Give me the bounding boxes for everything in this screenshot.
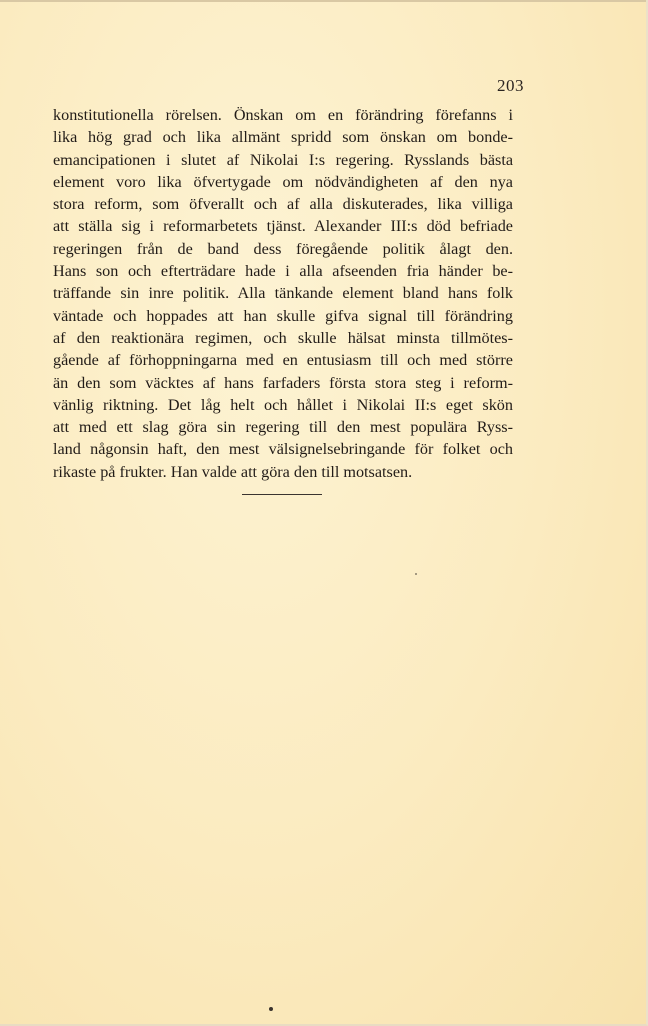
- text-line: element voro lika öfvertygade om nödvändigheten af den nya: [53, 172, 513, 191]
- text-line: land någonsin haft, den mest välsignelsebringande för folket och: [53, 440, 513, 459]
- section-end-rule: [242, 494, 322, 495]
- text-line: att med ett slag göra sin regering till den mest populära Ryss-: [53, 418, 513, 437]
- text-line: regeringen från de band dess föregående politik ålagt den.: [53, 239, 513, 258]
- text-line: konstitutionella rörelsen. Önskan om en förändring förefanns i: [53, 106, 513, 124]
- page-number: 203: [497, 76, 524, 95]
- text-line: lika hög grad och lika allmänt spridd som önskan om bonde-: [53, 128, 513, 147]
- text-line: af den reaktionära regimen, och skulle hälsat minsta tillmötes-: [53, 328, 513, 347]
- text-line: att ställa sig i reformarbetets tjänst. Alexander III:s död befriade: [53, 217, 513, 236]
- text-line: stora reform, som öfverallt och af alla diskuterades, lika villiga: [53, 195, 513, 214]
- text-line: Hans son och efterträdare hade i alla afseenden fria händer be-: [53, 262, 513, 281]
- text-line: emancipationen i slutet af Nikolai I:s regering. Rysslands bästa: [53, 150, 513, 169]
- text-line: träffande sin inre politik. Alla tänkande element bland hans folk: [53, 284, 513, 303]
- text-line: väntade och hoppades att han skulle gifva signal till förändring: [53, 306, 513, 325]
- text-line: vänlig riktning. Det låg helt och hållet i Nikolai II:s eget skön: [53, 395, 513, 414]
- text-line: än den som väcktes af hans farfaders första stora steg i reform-: [53, 373, 513, 392]
- speck-mark: [415, 573, 417, 575]
- text-line: rikaste på frukter. Han valde att göra den till motsatsen.: [53, 462, 413, 481]
- body-paragraph: [53, 104, 513, 483]
- text-line: gående af förhoppningarna med en entusiasm till och med större: [53, 351, 513, 370]
- signature-mark: [269, 1007, 273, 1011]
